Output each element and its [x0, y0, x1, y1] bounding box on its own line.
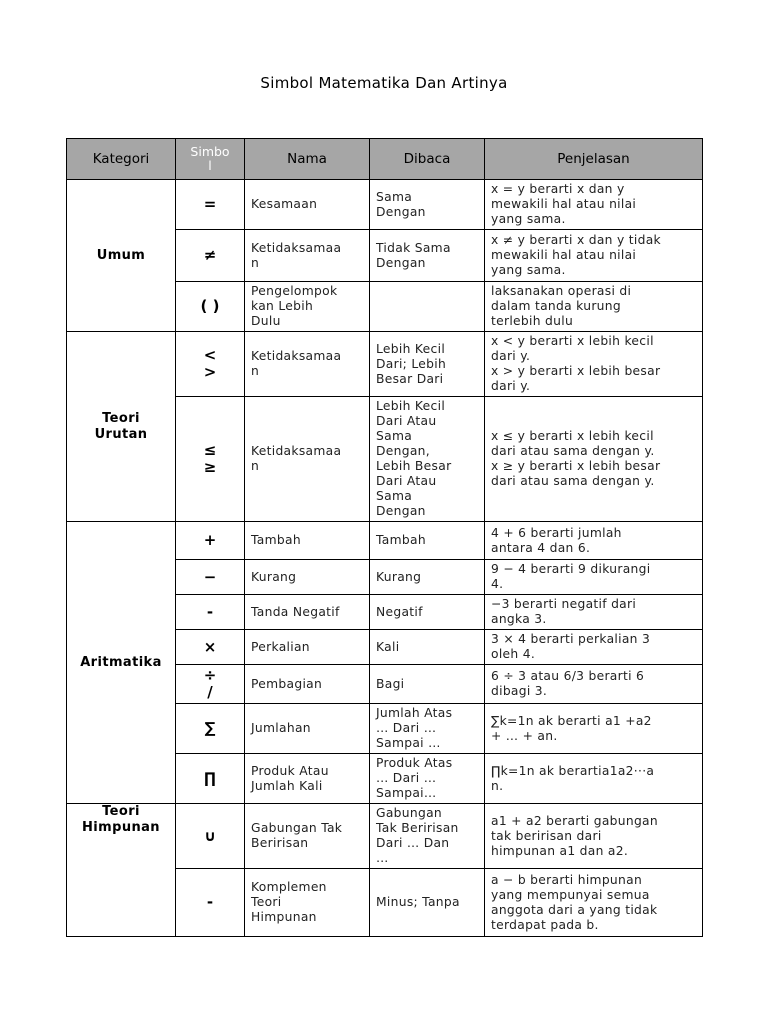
explanation-cell: 3 × 4 berarti perkalian 3 oleh 4.: [485, 630, 703, 665]
read-cell: Gabungan Tak Beririsan Dari … Dan …: [370, 804, 485, 869]
page-title: Simbol Matematika Dan Artinya: [260, 74, 508, 92]
explanation-cell: x ≠ y berarti x dan y tidak mewakili hal atau nilai yang sama.: [485, 230, 703, 282]
name-cell: Ketidaksamaa n: [245, 230, 370, 282]
read-cell: Negatif: [370, 595, 485, 630]
symbol-cell: -: [176, 595, 245, 630]
header-kategori: Kategori: [67, 139, 176, 180]
explanation-cell: x < y berarti x lebih kecil dari y. x > y berarti x lebih besar dari y.: [485, 332, 703, 397]
read-cell: Sama Dengan: [370, 180, 485, 230]
name-cell: Tanda Negatif: [245, 595, 370, 630]
symbol-cell: ( ): [176, 282, 245, 332]
read-cell: Tambah: [370, 522, 485, 560]
name-cell: Kesamaan: [245, 180, 370, 230]
symbol-cell: =: [176, 180, 245, 230]
name-cell: Ketidaksamaa n: [245, 332, 370, 397]
name-cell: Perkalian: [245, 630, 370, 665]
category-cell: Umum: [67, 180, 176, 332]
symbol-cell: ≤ ≥: [176, 397, 245, 522]
name-cell: Jumlahan: [245, 704, 370, 754]
read-cell: Kali: [370, 630, 485, 665]
name-cell: Komplemen Teori Himpunan: [245, 869, 370, 937]
category-cell: Teori Himpunan: [67, 804, 176, 937]
explanation-cell: 9 − 4 berarti 9 dikurangi 4.: [485, 560, 703, 595]
header-row: [67, 139, 703, 180]
explanation-cell: ∏k=1n ak berartia1a2···a n.: [485, 754, 703, 804]
symbol-cell: ÷ /: [176, 665, 245, 704]
read-cell: Bagi: [370, 665, 485, 704]
explanation-cell: a − b berarti himpunan yang mempunyai semua anggota dari a yang tidak terdapat pada b.: [485, 869, 703, 937]
symbol-cell: ∑: [176, 704, 245, 754]
symbol-cell: −: [176, 560, 245, 595]
read-cell: Minus; Tanpa: [370, 869, 485, 937]
explanation-cell: a1 + a2 berarti gabungan tak beririsan dari himpunan a1 dan a2.: [485, 804, 703, 869]
symbol-cell: -: [176, 869, 245, 937]
read-cell: Produk Atas … Dari … Sampai…: [370, 754, 485, 804]
name-cell: Kurang: [245, 560, 370, 595]
symbol-cell: ×: [176, 630, 245, 665]
explanation-cell: −3 berarti negatif dari angka 3.: [485, 595, 703, 630]
name-cell: Pembagian: [245, 665, 370, 704]
header-dibaca: Dibaca: [370, 139, 485, 180]
read-cell: Lebih Kecil Dari Atau Sama Dengan, Lebih Besar Dari Atau Sama Dengan: [370, 397, 485, 522]
symbol-cell: ≠: [176, 230, 245, 282]
name-cell: Ketidaksamaa n: [245, 397, 370, 522]
read-cell: [370, 282, 485, 332]
explanation-cell: 4 + 6 berarti jumlah antara 4 dan 6.: [485, 522, 703, 560]
header-simbol-text: Simbo l: [190, 144, 230, 173]
table-row: [67, 180, 703, 230]
table-row: [67, 522, 703, 560]
name-cell: Produk Atau Jumlah Kali: [245, 754, 370, 804]
category-cell: Aritmatika: [67, 522, 176, 804]
symbol-table: [66, 138, 703, 937]
symbol-cell: +: [176, 522, 245, 560]
explanation-cell: laksanakan operasi di dalam tanda kurung terlebih dulu: [485, 282, 703, 332]
explanation-cell: x = y berarti x dan y mewakili hal atau nilai yang sama.: [485, 180, 703, 230]
header-penjelasan: Penjelasan: [485, 139, 703, 180]
name-cell: Tambah: [245, 522, 370, 560]
explanation-cell: x ≤ y berarti x lebih kecil dari atau sama dengan y. x ≥ y berarti x lebih besar dari atau sama dengan y.: [485, 397, 703, 522]
name-cell: Gabungan Tak Beririsan: [245, 804, 370, 869]
table-row: [67, 332, 703, 397]
read-cell: Lebih Kecil Dari; Lebih Besar Dari: [370, 332, 485, 397]
read-cell: Jumlah Atas … Dari … Sampai …: [370, 704, 485, 754]
explanation-cell: 6 ÷ 3 atau 6/3 berarti 6 dibagi 3.: [485, 665, 703, 704]
header-simbol: [176, 139, 245, 180]
header-nama: Nama: [245, 139, 370, 180]
symbol-cell: ∪: [176, 804, 245, 869]
symbol-cell: ∏: [176, 754, 245, 804]
read-cell: Tidak Sama Dengan: [370, 230, 485, 282]
read-cell: Kurang: [370, 560, 485, 595]
category-cell: Teori Urutan: [67, 332, 176, 522]
name-cell: Pengelompok kan Lebih Dulu: [245, 282, 370, 332]
symbol-cell: < >: [176, 332, 245, 397]
table-row: [67, 804, 703, 869]
explanation-cell: ∑k=1n ak berarti a1 +a2 + … + an.: [485, 704, 703, 754]
